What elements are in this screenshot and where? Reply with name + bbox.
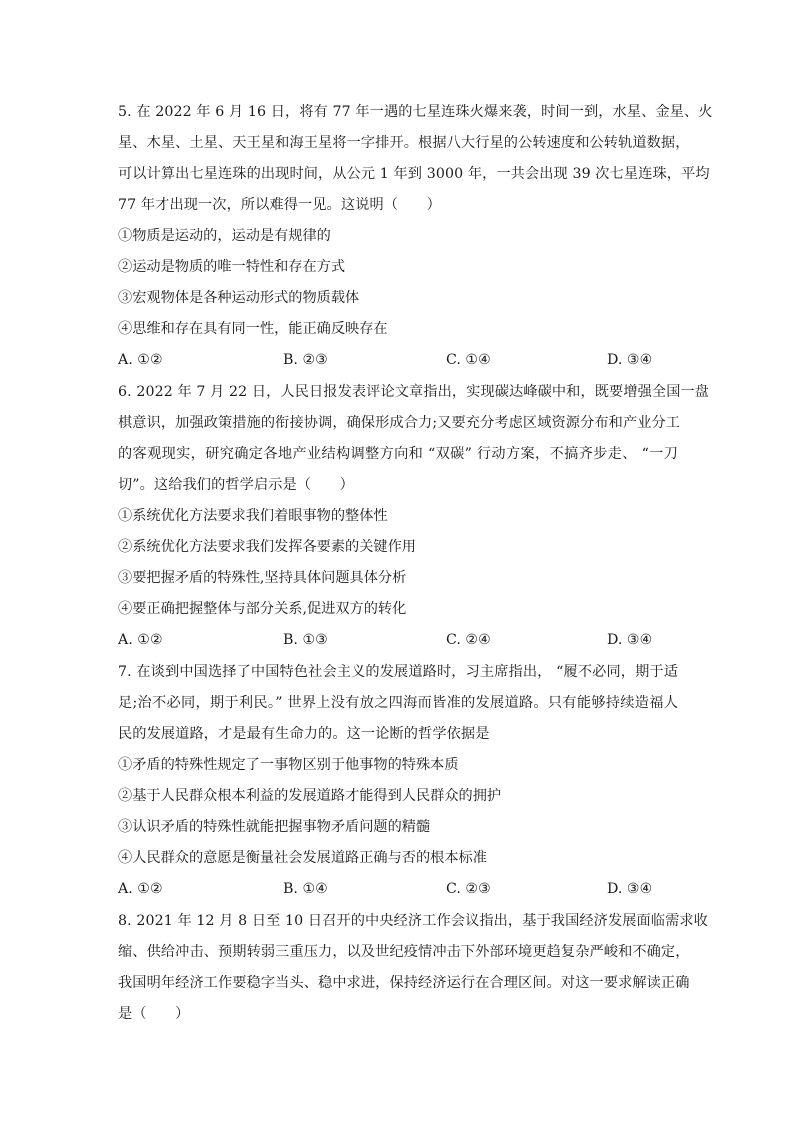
statement-3: ③认识矛盾的特殊性就能把握事物矛盾问题的精髓 bbox=[118, 819, 431, 835]
question-stem-line: 6. 2022 年 7 月 22 日，人民日报发表评论文章指出，实现碳达峰碳中和，既要增强全国一盘 bbox=[118, 384, 710, 400]
question-stem-line: 可以计算出七星连珠的出现时间，从公元 1 年到 3000 年，一共会出现 39 次七星连珠，平均 bbox=[118, 166, 710, 182]
answer-choices bbox=[118, 625, 678, 656]
question-stem-line: 切”。这给我们的哲学启示是（ ） bbox=[118, 477, 354, 493]
question-stem-line: 棋意识，加强政策措施的衔接协调，确保形成合力;又要充分考虑区域资源分布和产业分工 bbox=[118, 415, 681, 431]
choice-c: C. ②④ bbox=[446, 632, 491, 648]
question-6 bbox=[118, 377, 710, 656]
choice-d: D. ③④ bbox=[607, 881, 653, 897]
choice-b: B. ①④ bbox=[283, 881, 328, 897]
choice-d: D. ③④ bbox=[607, 632, 653, 648]
statement-2: ②基于人民群众根本利益的发展道路才能得到人民群众的拥护 bbox=[118, 788, 502, 804]
choice-c: C. ②③ bbox=[446, 881, 491, 897]
choice-a: A. ①② bbox=[118, 632, 163, 648]
choice-b: B. ②③ bbox=[283, 352, 328, 368]
question-7 bbox=[118, 657, 678, 905]
choice-a: A. ①② bbox=[118, 352, 163, 368]
question-stem-line: 5. 在 2022 年 6 月 16 日，将有 77 年一遇的七星连珠火爆来袭，时间一到，水星、金星、火 bbox=[118, 104, 713, 120]
question-stem-line: 是（ ） bbox=[118, 1006, 190, 1022]
question-5 bbox=[118, 97, 713, 376]
answer-choices bbox=[118, 345, 678, 376]
statement-4: ④人民群众的意愿是衡量社会发展道路正确与否的根本标准 bbox=[118, 850, 487, 866]
statement-1: ①系统优化方法要求我们着眼事物的整体性 bbox=[118, 508, 388, 524]
question-stem-line: 77 年才出现一次，所以难得一见。这说明（ ） bbox=[118, 197, 441, 213]
question-8 bbox=[118, 906, 708, 1030]
statement-4: ④思维和存在具有同一性，能正确反映存在 bbox=[118, 321, 388, 337]
choice-a: A. ①② bbox=[118, 881, 163, 897]
question-stem-line: 7. 在谈到中国选择了中国特色社会主义的发展道路时，习主席指出， “履不必同，期于适 bbox=[118, 664, 678, 680]
statement-2: ②系统优化方法要求我们发挥各要素的关键作用 bbox=[118, 539, 416, 555]
statement-3: ③宏观物体是各种运动形式的物质载体 bbox=[118, 290, 360, 306]
statement-1: ①矛盾的特殊性规定了一事物区别于他事物的特殊本质 bbox=[118, 757, 459, 773]
choice-c: C. ①④ bbox=[446, 352, 491, 368]
answer-choices bbox=[118, 874, 678, 905]
statement-1: ①物质是运动的，运动是有规律的 bbox=[118, 228, 331, 244]
question-stem-line: 我国明年经济工作要稳字当头、稳中求进，保持经济运行在合理区间。对这一要求解读正确 bbox=[118, 975, 690, 991]
statement-4: ④要正确把握整体与部分关系,促进双方的转化 bbox=[118, 601, 407, 617]
statement-2: ②运动是物质的唯一特性和存在方式 bbox=[118, 259, 346, 275]
statement-3: ③要把握矛盾的特殊性,坚持具体问题具体分析 bbox=[118, 570, 407, 586]
question-stem-line: 足;治不必同，期于利民。” 世界上没有放之四海而皆准的发展道路。只有能够持续造福人 bbox=[118, 695, 678, 711]
question-stem-line: 缩、供给冲击、预期转弱三重压力，以及世纪疫情冲击下外部环境更趋复杂严峻和不确定， bbox=[118, 944, 690, 960]
question-stem-line: 的客观现实，研究确定各地产业结构调整方向和 “双碳” 行动方案，不搞齐步走、 “一刀 bbox=[118, 446, 678, 462]
choice-d: D. ③④ bbox=[607, 352, 653, 368]
question-stem-line: 8. 2021 年 12 月 8 日至 10 日召开的中央经济工作会议指出，基于我国经济发展面临需求收 bbox=[118, 913, 708, 929]
question-stem-line: 民的发展道路，才是最有生命力的。这一论断的哲学依据是 bbox=[118, 726, 490, 742]
question-stem-line: 星、木星、土星、天王星和海王星将一字排开。根据八大行星的公转速度和公转轨道数据， bbox=[118, 135, 690, 151]
choice-b: B. ①③ bbox=[283, 632, 328, 648]
